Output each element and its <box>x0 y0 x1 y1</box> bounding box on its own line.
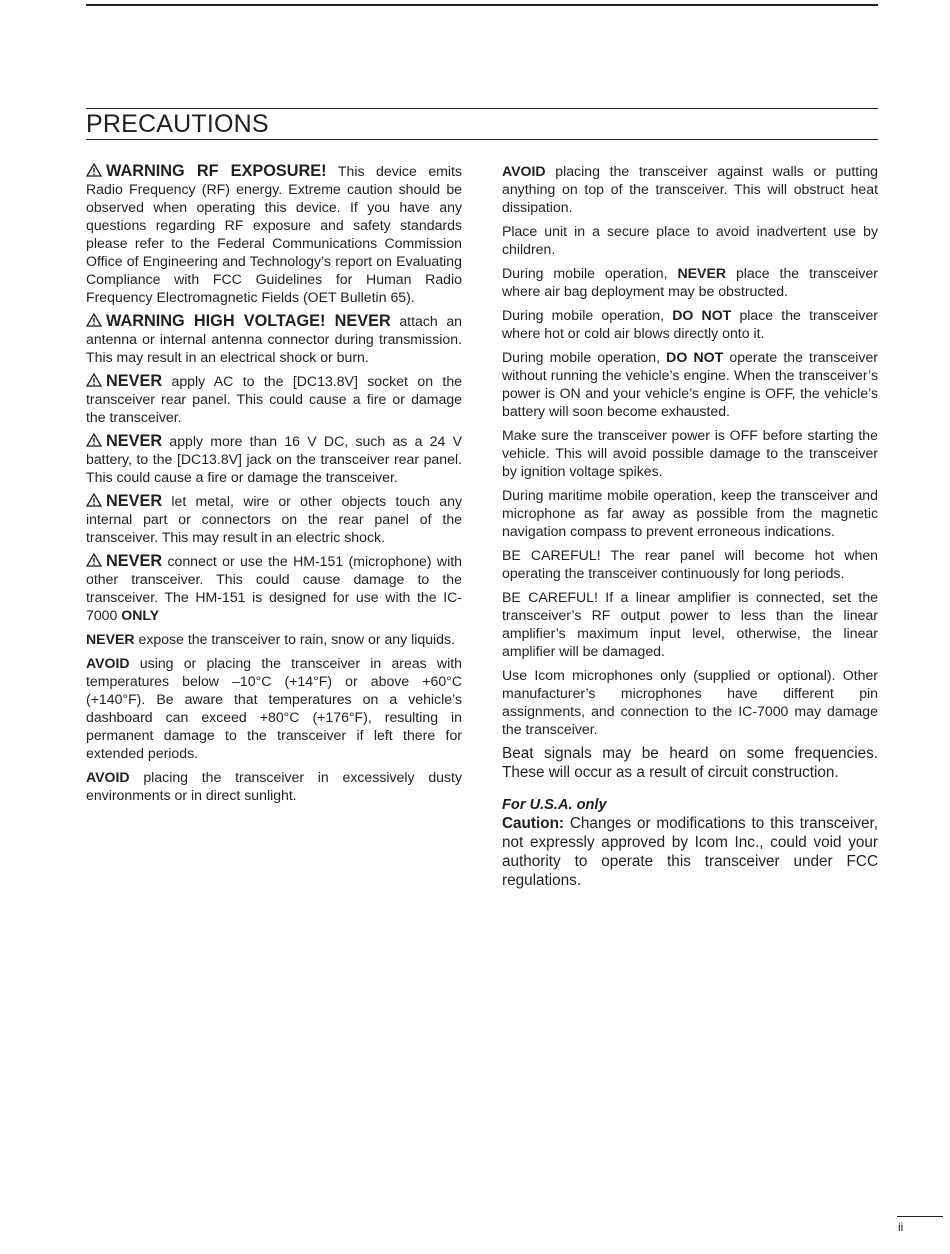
warning-text: let metal, wire or other objects touch any internal part or connectors on the rear panel of the transceiver. This may result in an electric shock. <box>86 493 462 545</box>
caution-lead: AVOID <box>86 655 130 671</box>
dust-caution <box>86 768 462 804</box>
caution-text: place the transceiver where air bag deployment may be obstructed. <box>502 265 878 299</box>
caution-text: Place unit in a secure place to avoid inadvertent use by children. <box>502 223 878 257</box>
warning-icon <box>86 433 102 447</box>
caution-lead: NEVER <box>677 265 727 281</box>
warning-text: apply AC to the [DC13.8V] socket on the transceiver rear panel. This could cause a fire or damage the transceiver. <box>86 373 462 425</box>
usa-caution <box>502 814 878 890</box>
caution-text: operate the transceiver without running the vehicle’s engine. When the transceiver’s power is ON and your vehicle’s engine is OFF, the vehicle’s battery will soon become exhausted. <box>502 349 878 419</box>
warning-text: connect or use the HM-151 (microphone) with other transceiver. This could cause damage to the transceiver. The HM-151 is designed for use with the IC-7000 <box>86 553 462 623</box>
air-blow-caution <box>502 306 878 342</box>
title-rule-bottom <box>86 139 878 140</box>
warning-text: apply more than 16 V DC, such as a 24 V battery, to the [DC13.8V] jack on the transceiver rear panel. This could cause a fire or damage the transceiver. <box>86 433 462 485</box>
page-number-rule <box>897 1216 943 1217</box>
metal-objects-warning <box>86 492 462 546</box>
caution-text: placing the transceiver against walls or putting anything on top of the transceiver. This will obstruct heat dissipation. <box>502 163 878 215</box>
caution-lead: NEVER <box>86 631 135 647</box>
usa-caution-lead: Caution: <box>502 815 565 832</box>
microphone-warning <box>86 552 462 624</box>
caution-pre: During mobile operation, <box>502 307 673 323</box>
engine-caution <box>502 348 878 420</box>
ac-socket-warning <box>86 372 462 426</box>
maritime-caution <box>502 486 878 540</box>
warning-text: attach an antenna or internal antenna connector during transmission. This may result in an electrical shock or burn. <box>86 313 462 365</box>
caution-lead: AVOID <box>86 769 130 785</box>
caution-pre: During mobile operation, <box>502 349 667 365</box>
caution-lead: AVOID <box>502 163 546 179</box>
caution-lead: DO NOT <box>672 307 732 323</box>
beat-signals-note <box>502 744 878 782</box>
warning-lead: NEVER <box>106 552 163 570</box>
walls-caution <box>502 162 878 216</box>
warning-icon <box>86 313 102 327</box>
caution-text: During maritime mobile operation, keep the transceiver and microphone as far away as possible from the magnetic navigation compass to prevent erroneous indications. <box>502 487 878 539</box>
caution-text: BE CAREFUL! The rear panel will become hot when operating the transceiver continuously for long periods. <box>502 547 878 581</box>
warning-icon <box>86 373 102 387</box>
temperature-caution <box>86 654 462 762</box>
warning-icon <box>86 493 102 507</box>
caution-text: expose the transceiver to rain, snow or any liquids. <box>134 631 455 647</box>
title-rule-top <box>86 108 878 109</box>
caution-text: Beat signals may be heard on some frequencies. These will occur as a result of circuit construction. <box>502 745 878 781</box>
ignition-caution <box>502 426 878 480</box>
caution-text: BE CAREFUL! If a linear amplifier is connected, set the transceiver’s RF output power to less than the linear amplifier’s maximum input level, otherwise, the linear amplifier will be damaged. <box>502 589 878 659</box>
caution-text: Make sure the transceiver power is OFF before starting the vehicle. This will avoid possible damage to the transceiver by ignition voltage spikes. <box>502 427 878 479</box>
linear-amp-caution <box>502 588 878 660</box>
page-title: PRECAUTIONS <box>86 110 269 138</box>
caution-text: place the transceiver where hot or cold air blows directly onto it. <box>502 307 878 341</box>
caution-lead: DO NOT <box>666 349 724 365</box>
warning-text: This device emits Radio Frequency (RF) energy. Extreme caution should be observed when operating this device. If you have any questions regarding RF exposure and safety standards please refer to the Federal Communications Commission Office of Engineering and Technology’s report on Evaluating Compliance with FCC Guidelines for Human Radio Frequency Electromagnetic Fields (OET Bulletin 65). <box>86 163 462 305</box>
warning-lead: WARNING HIGH VOLTAGE! NEVER <box>106 312 391 330</box>
caution-pre: During mobile operation, <box>502 265 678 281</box>
children-caution <box>502 222 878 258</box>
warning-lead: NEVER <box>106 372 163 390</box>
warning-lead: NEVER <box>106 432 163 450</box>
warning-icon <box>86 553 102 567</box>
usa-notice-title: For U.S.A. only <box>502 797 607 813</box>
warning-lead: WARNING RF EXPOSURE! <box>106 162 327 180</box>
caution-text: Use Icom microphones only (supplied or optional). Other manufacturer’s microphones have different pin assignments, and connection to the IC-7000 may damage the transceiver. <box>502 667 878 737</box>
top-rule <box>86 4 878 6</box>
warning-icon <box>86 163 102 177</box>
usa-caution-text: Changes or modifications to this transceiver, not expressly approved by Icom Inc., could void your authority to operate this transceiver under FCC regulations. <box>502 815 878 889</box>
page-number: ii <box>898 1220 904 1234</box>
liquids-caution <box>86 630 462 648</box>
usa-notice <box>502 796 878 890</box>
rf-exposure-warning <box>86 162 462 306</box>
caution-text: using or placing the transceiver in areas with temperatures below –10°C (+14°F) or above +60°C (+140°F). Be aware that temperatures on a vehicle’s dashboard can exceed +80°C (+176°F), resulting in permanent damage to the transceiver if left there for extended periods. <box>86 655 462 761</box>
high-voltage-warning <box>86 312 462 366</box>
right-column <box>502 162 878 896</box>
air-bag-caution <box>502 264 878 300</box>
dc-voltage-warning <box>86 432 462 486</box>
left-column <box>86 162 462 810</box>
rear-panel-caution <box>502 546 878 582</box>
warning-lead: NEVER <box>106 492 163 510</box>
microphones-caution <box>502 666 878 738</box>
warning-tail: ONLY <box>121 607 160 623</box>
caution-text: placing the transceiver in excessively dusty environments or in direct sunlight. <box>86 769 462 803</box>
